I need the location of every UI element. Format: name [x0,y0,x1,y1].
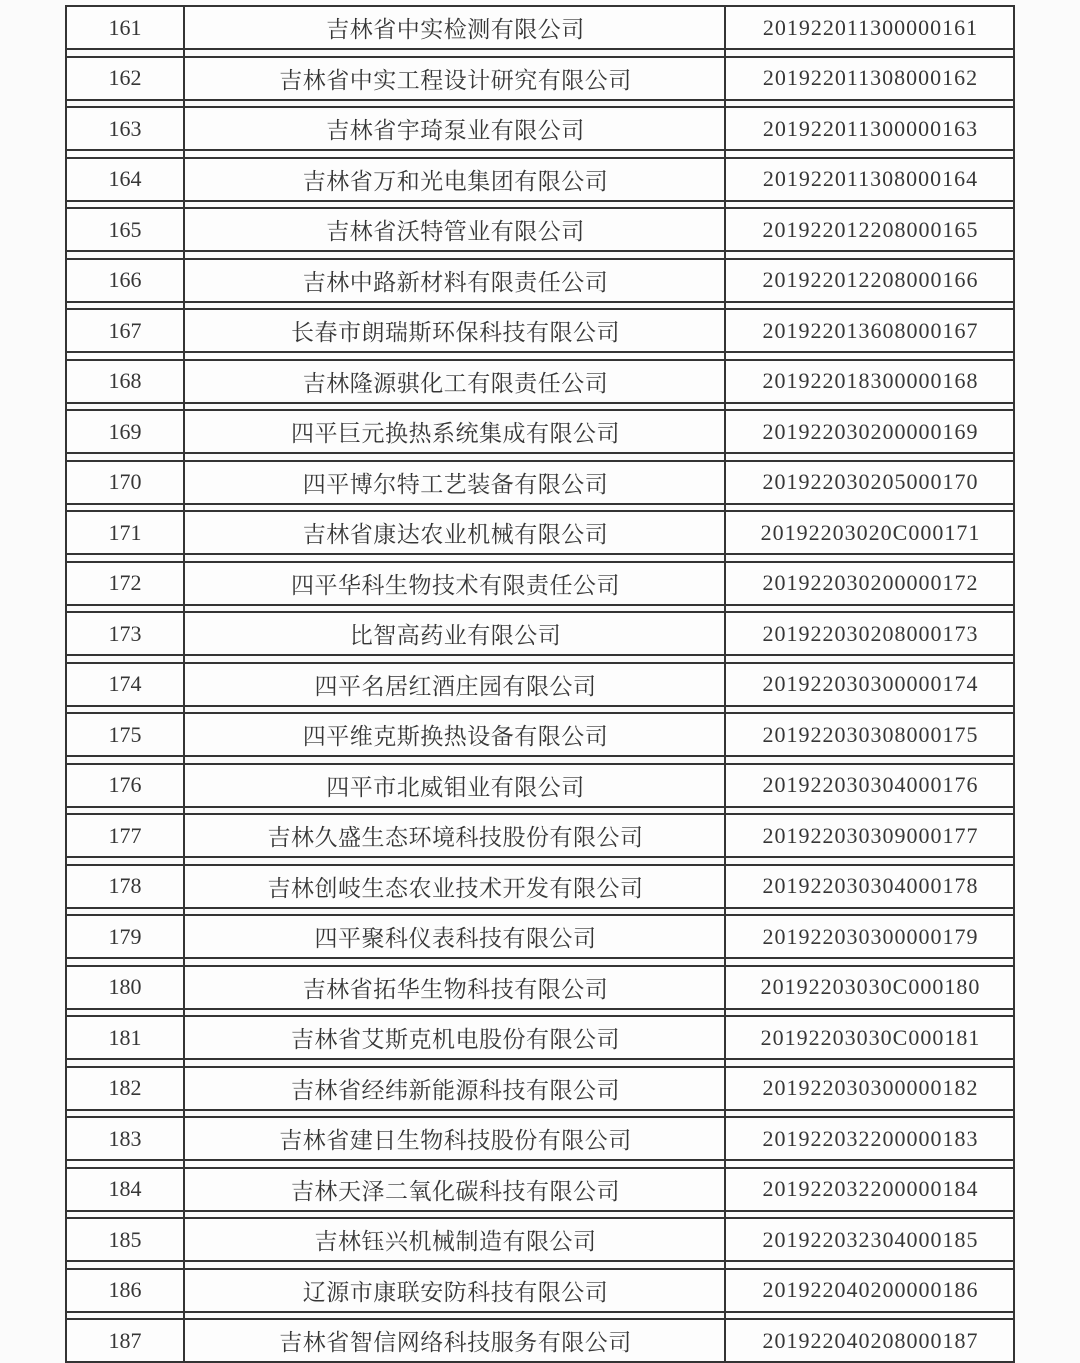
table-row [65,409,1015,454]
company-code-cell: 201922032200000183 [762,1125,979,1151]
row-index-cell: 187 [108,1327,142,1353]
table-row [65,308,1015,353]
row-index-cell: 180 [108,974,142,999]
row-index-cell: 181 [108,1024,142,1050]
row-index-cell: 178 [108,873,142,898]
company-code-cell: 201922040208000187 [762,1327,979,1353]
company-name-cell: 吉林隆源骐化工有限责任公司 [302,370,609,396]
company-code-cell: 201922030200000172 [762,570,979,595]
company-name-cell: 比智高药业有限公司 [349,623,562,648]
company-name-cell: 吉林省宇琦泵业有限公司 [326,118,585,143]
company-code-cell: 201922030300000182 [762,1075,979,1100]
table-row [65,1116,1015,1161]
company-code-cell: 201922030300000174 [762,671,979,696]
company-name-cell: 吉林省智信网络科技服务有限公司 [279,1330,632,1355]
company-name-cell: 吉林省经纬新能源科技有限公司 [291,1077,620,1103]
company-name-cell: 吉林钰兴机械制造有限公司 [314,1229,597,1254]
row-index-cell: 161 [108,14,142,40]
company-code-cell: 201922012208000165 [762,216,979,242]
company-name-cell: 吉林省拓华生物科技有限公司 [302,976,609,1002]
company-name-cell: 长春市朗瑞斯环保科技有限公司 [291,320,620,345]
company-name-cell: 吉林天泽二氧化碳科技有限公司 [291,1178,620,1204]
table-row [65,1268,1015,1313]
company-code-cell: 201922011308000164 [762,166,979,191]
column-divider-index-name [183,5,185,1363]
table-row [65,5,1015,50]
company-code-cell: 201922030304000178 [762,873,979,898]
table-row [65,106,1015,151]
company-code-cell: 201922030205000170 [762,469,979,494]
table-row [65,207,1015,252]
table-row [65,965,1015,1010]
row-index-cell: 166 [108,267,142,292]
table-row [65,1167,1015,1212]
row-index-cell: 173 [108,620,142,646]
row-index-cell: 177 [108,822,142,848]
table-row [65,763,1015,808]
row-index-cell: 182 [108,1075,142,1100]
company-name-cell: 四平市北威钼业有限公司 [326,774,585,800]
company-code-cell: 20192203020C000171 [760,519,981,545]
table-row [65,662,1015,707]
company-code-cell: 201922030200000169 [762,418,979,444]
row-index-cell: 176 [108,772,142,797]
row-index-cell: 172 [108,570,142,595]
table-row [65,460,1015,505]
company-code-cell: 20192203030C000181 [760,1024,981,1050]
company-code-cell: 201922032304000185 [762,1226,979,1252]
company-name-cell: 吉林中路新材料有限责任公司 [302,269,609,295]
table-row [65,157,1015,202]
table-left-border [65,5,67,1363]
company-code-cell: 201922013608000167 [762,317,979,343]
row-index-cell: 163 [108,115,142,141]
table-row [65,510,1015,555]
table-row [65,359,1015,404]
company-code-cell: 201922032200000184 [762,1176,979,1201]
table-row [65,914,1015,959]
company-code-cell: 201922030309000177 [762,822,979,848]
table-row [65,712,1015,757]
company-name-cell: 吉林省建日生物科技股份有限公司 [279,1128,632,1153]
company-name-cell: 吉林省沃特管业有限公司 [326,219,585,244]
company-code-cell: 201922030308000175 [762,721,979,747]
row-index-cell: 171 [108,519,142,545]
company-name-cell: 四平华科生物技术有限责任公司 [291,572,620,598]
company-table [65,5,1015,1363]
company-name-cell: 四平博尔特工艺装备有限公司 [302,471,609,497]
company-name-cell: 吉林省中实检测有限公司 [326,17,585,42]
company-name-cell: 四平名居红酒庄园有限公司 [314,673,597,699]
table-row [65,561,1015,606]
row-index-cell: 168 [108,368,142,393]
row-index-cell: 184 [108,1176,142,1201]
row-index-cell: 165 [108,216,142,242]
company-code-cell: 20192203030C000180 [760,974,981,999]
company-name-cell: 四平聚科仪表科技有限公司 [314,926,597,951]
row-index-cell: 174 [108,671,142,696]
company-name-cell: 吉林久盛生态环境科技股份有限公司 [267,825,644,850]
table-row [65,611,1015,656]
company-code-cell: 201922030300000179 [762,923,979,949]
row-index-cell: 167 [108,317,142,343]
row-index-cell: 175 [108,721,142,747]
company-code-cell: 201922030304000176 [762,772,979,797]
row-index-cell: 179 [108,923,142,949]
company-code-cell: 201922012208000166 [762,267,979,292]
company-code-cell: 201922011308000162 [762,65,979,90]
row-index-cell: 164 [108,166,142,191]
table-row [65,1066,1015,1111]
row-index-cell: 169 [108,418,142,444]
table-row [65,1015,1015,1060]
table-row [65,813,1015,858]
company-name-cell: 吉林省康达农业机械有限公司 [302,522,609,547]
company-name-cell: 四平巨元换热系统集成有限公司 [291,421,620,446]
table-row [65,56,1015,101]
company-code-cell: 201922040200000186 [762,1277,979,1302]
table-right-border [1013,5,1015,1363]
company-name-cell: 四平维克斯换热设备有限公司 [302,724,609,749]
table-row [65,258,1015,303]
company-name-cell: 吉林省中实工程设计研究有限公司 [279,67,632,93]
company-code-cell: 201922011300000161 [762,14,979,40]
company-code-cell: 201922018300000168 [762,368,979,393]
company-name-cell: 吉林省艾斯克机电股份有限公司 [291,1027,620,1052]
column-divider-name-code [724,5,726,1363]
company-name-cell: 吉林省万和光电集团有限公司 [302,168,609,194]
row-index-cell: 162 [108,65,142,90]
table-row [65,1217,1015,1262]
row-index-cell: 170 [108,469,142,494]
company-code-cell: 201922030208000173 [762,620,979,646]
table-row [65,1318,1015,1363]
row-index-cell: 186 [108,1277,142,1302]
company-name-cell: 吉林创岐生态农业技术开发有限公司 [267,875,644,901]
company-name-cell: 辽源市康联安防科技有限公司 [302,1279,609,1305]
table-row [65,864,1015,909]
row-index-cell: 183 [108,1125,142,1151]
row-index-cell: 185 [108,1226,142,1252]
company-code-cell: 201922011300000163 [762,115,979,141]
